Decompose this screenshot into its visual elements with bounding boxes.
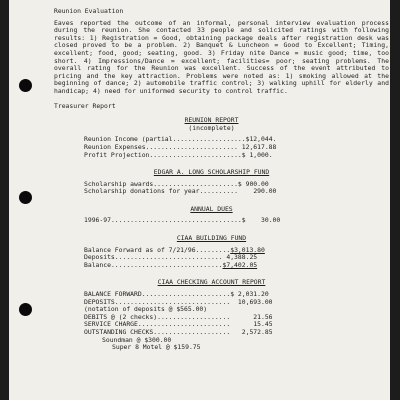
treasurer-report-label: Treasurer Report xyxy=(54,101,116,110)
dot-leader: .......... xyxy=(199,187,254,196)
ledger-value: $3,013.80 xyxy=(230,245,265,254)
dot-leader: ......... xyxy=(195,245,231,254)
ledger-label: Reunion Expenses xyxy=(84,142,146,151)
scholarship-title: EDGAR A. LONG SCHOLARSHIP FUND xyxy=(153,168,270,177)
ledger-value: $ 900.00 xyxy=(237,179,269,188)
ledger-value: 2,572.85 xyxy=(241,328,273,336)
ledger-line xyxy=(54,262,389,270)
payee-line: Super 8 Motel @ $159.75 xyxy=(112,343,201,352)
ledger-line xyxy=(54,217,389,225)
ledger-label: 1996-97 xyxy=(84,216,111,225)
ledger-value: $12,044. xyxy=(245,135,277,144)
dot-leader: ...................... xyxy=(153,179,238,188)
punch-hole xyxy=(19,303,32,316)
ledger-value: 290.00 xyxy=(253,187,277,196)
evaluation-paragraph: Eaves reported the outcome of an informal, personal interview evaluation process during the reunion. She contacted 33 people and solicited ratings with following results: 1) Registration = Good, obtaining package deals after registration desk was closed proved to be a problem. 2) Banquet & Luncheon = Good to Excellent; Timing, excellent; food, good; seating, good. 3) Friday nite Dance = music good; time, too short. 4) Impressions/Dance = excellent; facilities= poor; seating problems. The overall rating for the Reunion was excellent. Success of the event attributed to pricing and the key attraction. Problems were noted as: 1) smoking allowed at the beginning of dance; 2) automobile traffic control; 3) walking uphill for elderly and handicap; 4) need for uniformed security to control traffic. xyxy=(54,18,389,95)
ledger-value: $ 1,000. xyxy=(241,150,273,159)
ledger-line xyxy=(54,152,389,160)
reunion-report-title: REUNION REPORT xyxy=(184,116,239,125)
ledger-value: 10,693.00 xyxy=(237,297,273,306)
ledger-value: $7,402.05 xyxy=(222,260,258,269)
ledger-line xyxy=(54,188,389,196)
dot-leader: ........................ xyxy=(137,320,254,329)
ledger-label: Scholarship donations for year xyxy=(84,187,200,196)
ledger-label: DEBITS @ (2 checks) xyxy=(84,312,158,321)
dot-leader: ................... xyxy=(172,135,246,144)
dot-leader: ....................... xyxy=(141,290,231,299)
section-heading-reunion-evaluation: Reunion Evaluation xyxy=(54,7,124,15)
document-body xyxy=(54,8,389,352)
ledger-value: 12,617.88 xyxy=(241,142,277,151)
punch-hole xyxy=(19,191,32,204)
reunion-report-subtitle: (incomplete) xyxy=(188,123,235,132)
ledger-value: 15.45 xyxy=(253,320,273,329)
ledger-label: BALANCE FORWARD xyxy=(84,290,142,299)
ledger-value: $ 30.00 xyxy=(241,216,281,225)
dot-leader: ............................. xyxy=(110,260,223,269)
ledger-value: $ 2,031.20 xyxy=(230,290,269,299)
ledger-value: 21.56 xyxy=(253,312,273,321)
dot-leader: .................................. xyxy=(110,216,242,225)
dot-leader: ................... xyxy=(157,312,254,321)
dot-leader: .............................. xyxy=(114,297,238,306)
ledger-label: OUTSTANDING CHECKS xyxy=(84,328,154,336)
ledger-label: DEPOSITS xyxy=(84,297,115,306)
ledger-label: Deposits xyxy=(84,253,115,262)
ledger-label: Balance xyxy=(84,260,111,269)
dot-leader: ............................ xyxy=(114,253,227,262)
dot-leader: ........................ xyxy=(145,142,242,151)
ledger-value: 4,388.25 xyxy=(226,253,258,262)
deposits-note: (notation of deposits @ $565.00) xyxy=(84,305,208,314)
document-page xyxy=(9,0,390,400)
building-fund-title: CIAA BUILDING FUND xyxy=(176,234,247,243)
dot-leader: ........................ xyxy=(149,150,242,159)
ledger-label: Reunion Income (partial xyxy=(84,135,173,144)
dot-leader: .................... xyxy=(153,328,242,336)
punch-hole xyxy=(19,79,32,92)
checking-report-title: CIAA CHECKING ACCOUNT REPORT xyxy=(157,278,266,287)
ledger-label: SERVICE CHARGE xyxy=(84,320,138,329)
ledger-label: Scholarship awards xyxy=(84,179,154,188)
ledger-label: Profit Projection xyxy=(84,150,150,159)
payee-line: Soundman @ $300.00 xyxy=(102,335,172,344)
ledger-label: Balance Forward as of 7/21/96 xyxy=(84,245,196,254)
annual-dues-title: ANNUAL DUES xyxy=(190,204,233,213)
